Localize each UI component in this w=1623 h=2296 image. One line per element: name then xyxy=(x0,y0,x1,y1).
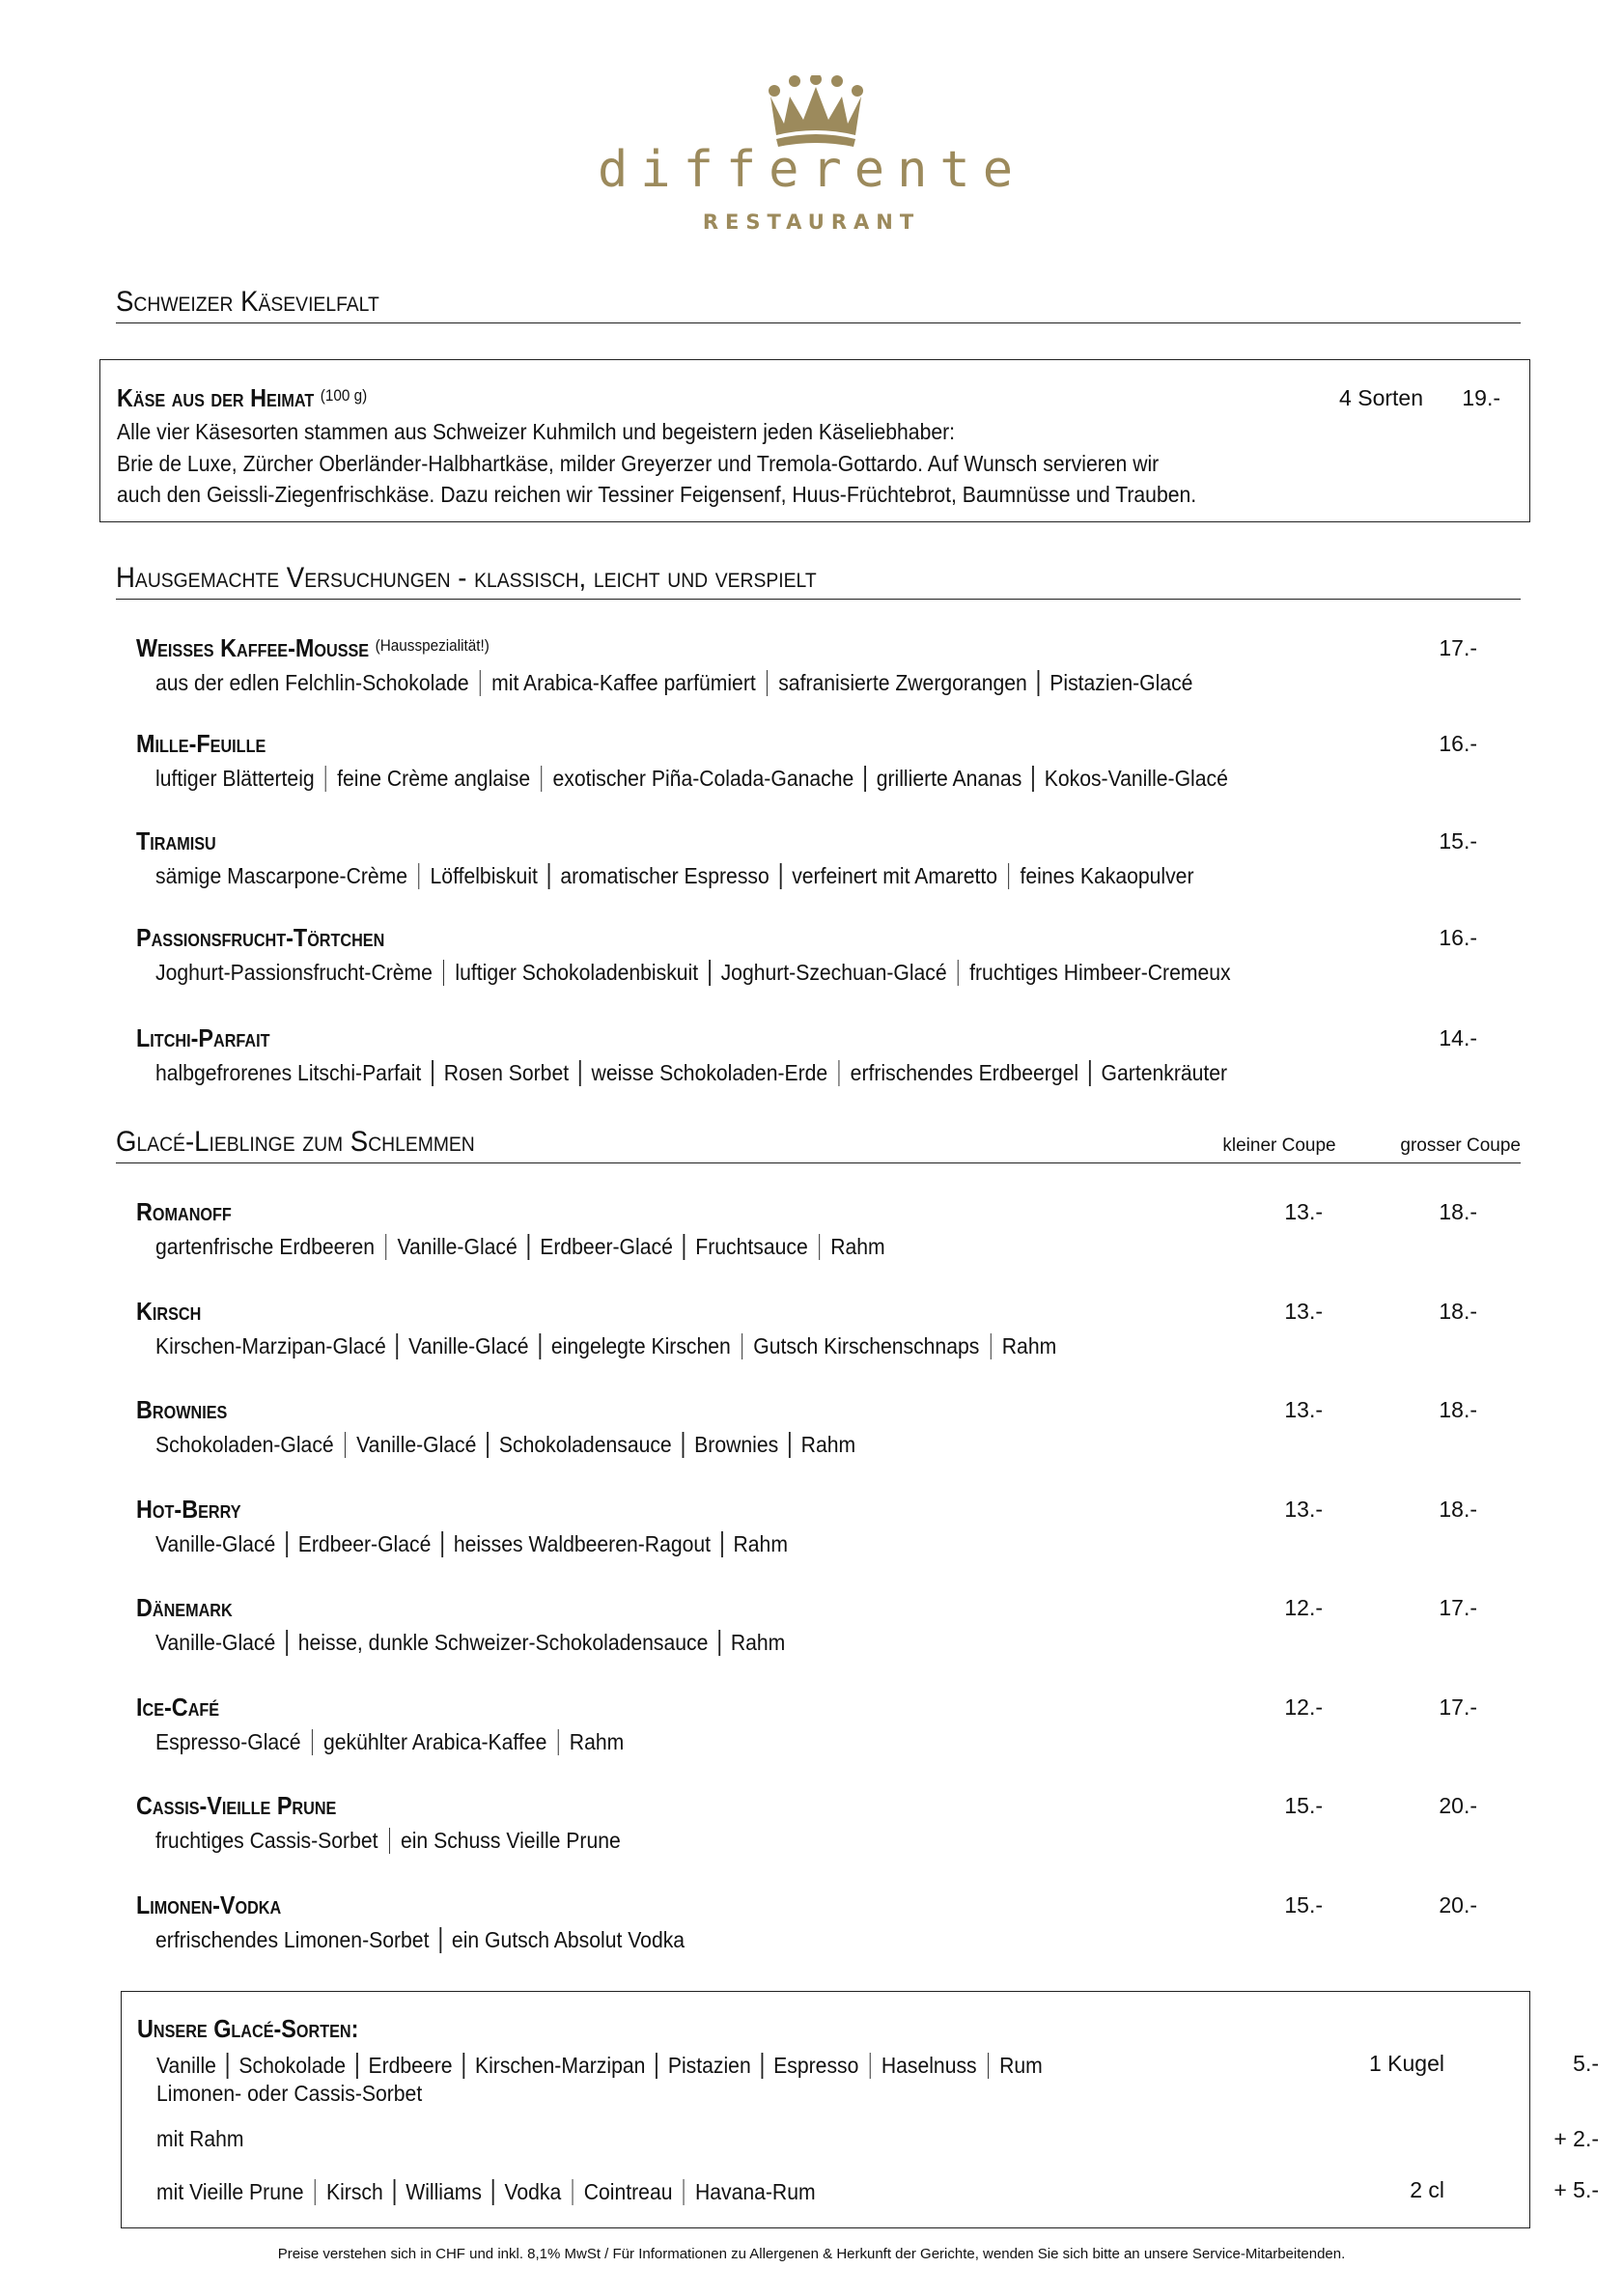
dessert-name: Tiramisu xyxy=(136,826,216,855)
description-part: aromatischer Espresso xyxy=(560,863,770,888)
separator xyxy=(990,1333,991,1359)
dessert-price: 14.- xyxy=(1439,1025,1477,1050)
separator xyxy=(389,1828,390,1854)
glace-price-small: 15.- xyxy=(1284,1793,1323,1818)
description-part: Löffelbiskuit xyxy=(430,863,538,888)
description-part: Rosen Sorbet xyxy=(443,1060,570,1085)
dessert-description xyxy=(155,863,1193,889)
separator xyxy=(762,2053,763,2079)
description-part: Pistazien xyxy=(667,2053,751,2078)
description-part: erfrischendes Erdbeergel xyxy=(850,1060,1079,1085)
description-part: luftiger Schokoladenbiskuit xyxy=(455,960,699,985)
spirits-unit: 2 cl xyxy=(1410,2177,1444,2202)
glace-price-small: 13.- xyxy=(1284,1397,1323,1422)
separator xyxy=(789,1432,790,1458)
sorts-price: 5.- xyxy=(1573,2051,1599,2076)
dessert-name: Weisses Kaffee-Mousse $^{(Hausspezialität!)}$ xyxy=(136,633,490,662)
description-part: Kirsch xyxy=(325,2179,383,2204)
separator xyxy=(1032,766,1033,792)
dessert-price: 16.- xyxy=(1439,925,1477,950)
description-part: Schokoladensauce xyxy=(498,1432,672,1457)
separator xyxy=(385,1234,386,1260)
description-part: Fruchtsauce xyxy=(695,1234,808,1259)
item-quantity: 4 Sorten xyxy=(1339,385,1423,410)
dessert-price: 17.- xyxy=(1439,635,1477,660)
separator xyxy=(227,2053,228,2079)
separator xyxy=(528,1234,529,1260)
glace-price-small: 13.- xyxy=(1284,1199,1323,1224)
description-part: gekühlter Arabica-Kaffee xyxy=(322,1728,547,1754)
glace-price-large: 20.- xyxy=(1439,1793,1477,1818)
description-part: Rahm xyxy=(569,1728,625,1754)
description-part: mit Vieille Prune xyxy=(156,2179,304,2204)
description-part: Kokos-Vanille-Glacé xyxy=(1044,766,1228,791)
glace-price-large: 17.- xyxy=(1439,1694,1477,1720)
separator xyxy=(440,1927,441,1953)
description-part: Rahm xyxy=(830,1234,885,1259)
price-footnote: Preise verstehen sich in CHF und inkl. 8,1% MwSt / Für Informationen zu Allergenen & Herkunft der Gerichte, wenden Sie sich bitte an unsere Service-Mitarbeitenden. xyxy=(277,2246,1346,2262)
item-name: Käse aus der Heimat $^{(100 g)}$ xyxy=(117,383,368,412)
description-part: fruchtiges Himbeer-Cremeux xyxy=(969,960,1231,985)
item-price: 19.- xyxy=(1462,385,1500,410)
description-part: heisse, dunkle Schweizer-Schokoladensauce xyxy=(297,1630,709,1655)
separator xyxy=(579,1060,580,1086)
glace-description xyxy=(155,1729,624,1755)
flavor-list-line2: Limonen- oder Cassis-Sorbet xyxy=(156,2081,423,2106)
dessert-name: Passionsfrucht-Törtchen xyxy=(136,923,385,952)
glace-description xyxy=(155,1630,785,1656)
glace-price-large: 18.- xyxy=(1439,1397,1477,1422)
separator xyxy=(709,960,710,986)
sorts-title: Unsere Glacé-Sorten: xyxy=(137,2014,359,2043)
section-title: Hausgemachte Versuchungen - klassisch, leicht und verspielt xyxy=(116,562,817,594)
description-part: Rum xyxy=(999,2053,1043,2078)
glace-price-large: 18.- xyxy=(1439,1199,1477,1224)
description-part: Vanille-Glacé xyxy=(155,1530,276,1556)
description-part: Erdbeere xyxy=(368,2053,453,2078)
separator xyxy=(418,863,419,889)
description-part: Espresso xyxy=(773,2053,859,2078)
glace-name: Romanoff xyxy=(136,1197,232,1226)
separator xyxy=(988,2053,989,2079)
glace-description xyxy=(155,1531,788,1557)
description-part: grillierte Ananas xyxy=(876,766,1022,791)
flavor-list xyxy=(156,2053,1043,2079)
separator xyxy=(541,766,542,792)
description-part: Kirschen-Marzipan xyxy=(474,2053,646,2078)
description-part: Brownies xyxy=(694,1432,779,1457)
glace-name: Hot-Berry xyxy=(136,1494,241,1524)
description-part: Rahm xyxy=(1001,1332,1057,1358)
separator xyxy=(345,1432,346,1458)
separator xyxy=(958,960,959,986)
rahm-price: + 2.- xyxy=(1553,2126,1599,2151)
section-title: Glacé-Lieblinge zum Schlemmen xyxy=(116,1126,475,1158)
item-description: Alle vier Käsesorten stammen aus Schweizer Kuhmilch und begeistern jeden Käseliebhaber: Brie de Luxe, Zürcher Oberländer-Halbhartkäse, milder Greyerzer und Tremola-Gottardo. Auf Wunsch servieren wir auch den Geissli-Ziegenfrischkäse. Dazu reichen wir Tessiner Feigensenf, Huus-Früchtebrot, Baumnüsse und Trauben. xyxy=(117,419,1197,508)
description-part: Vanille-Glacé xyxy=(155,1630,276,1655)
description-part: exotischer Piña-Colada-Ganache xyxy=(552,766,854,791)
sorts-unit: 1 Kugel xyxy=(1368,2051,1444,2076)
spirits-price: + 5.- xyxy=(1553,2177,1599,2202)
glace-price-small: 15.- xyxy=(1284,1891,1323,1918)
cheese-box xyxy=(99,359,1530,522)
glace-price-large: 17.- xyxy=(1439,1595,1477,1620)
separator xyxy=(656,2053,657,2079)
glace-description xyxy=(155,1432,855,1458)
description-part: ein Gutsch Absolut Vodka xyxy=(451,1926,686,1952)
description-part: Pistazien-Glacé xyxy=(1049,670,1193,695)
description-part: Erdbeer-Glacé xyxy=(540,1234,673,1259)
separator xyxy=(718,1630,719,1656)
description-part: Espresso-Glacé xyxy=(155,1728,301,1754)
spirits-list xyxy=(156,2179,816,2205)
separator xyxy=(767,670,768,696)
description-part: halbgefrorenes Litschi-Parfait xyxy=(155,1060,422,1085)
glace-price-large: 18.- xyxy=(1439,1298,1477,1324)
section-header-glace xyxy=(116,1128,1521,1163)
description-part: luftiger Blätterteig xyxy=(155,766,315,791)
separator xyxy=(1038,670,1039,696)
column-headers xyxy=(1202,1135,1521,1157)
separator xyxy=(540,1333,541,1359)
glace-description xyxy=(155,1828,621,1854)
separator xyxy=(869,2053,870,2079)
separator xyxy=(487,1432,488,1458)
glace-price-large: 20.- xyxy=(1439,1891,1477,1918)
separator xyxy=(780,863,781,889)
glace-description xyxy=(155,1234,885,1260)
description-part: Vanille xyxy=(156,2053,216,2078)
separator xyxy=(441,1531,442,1557)
description-part: Vanille-Glacé xyxy=(397,1234,518,1259)
section-header-cheese xyxy=(116,288,1521,323)
description-part: feines Kakaopulver xyxy=(1020,863,1194,888)
description-part: Vanille-Glacé xyxy=(356,1432,477,1457)
separator xyxy=(286,1630,287,1656)
glace-price-small: 12.- xyxy=(1284,1595,1323,1620)
separator xyxy=(548,863,549,889)
separator xyxy=(684,2179,685,2205)
separator xyxy=(819,1234,820,1260)
separator xyxy=(838,1060,839,1086)
dessert-description xyxy=(155,1060,1227,1086)
column-large-coupe: grosser Coupe xyxy=(1400,1135,1521,1156)
description-part: Rahm xyxy=(733,1530,788,1556)
glace-name: Kirsch xyxy=(136,1296,202,1326)
logo-wordmark: differente xyxy=(597,141,1026,199)
separator xyxy=(325,766,326,792)
separator xyxy=(397,1333,398,1359)
description-part: ein Schuss Vieille Prune xyxy=(400,1828,621,1853)
description-part: mit Arabica-Kaffee parfümiert xyxy=(491,670,756,695)
dessert-description xyxy=(155,670,1192,696)
section-title: Schweizer Käsevielfalt xyxy=(116,286,379,318)
description-part: Rahm xyxy=(730,1630,786,1655)
description-part: Gutsch Kirschenschnaps xyxy=(753,1332,980,1358)
description-part: fruchtiges Cassis-Sorbet xyxy=(155,1828,378,1853)
separator xyxy=(1008,863,1009,889)
glace-name: Dänemark xyxy=(136,1593,233,1622)
description-part: Vodka xyxy=(504,2179,562,2204)
dessert-price: 16.- xyxy=(1439,731,1477,756)
description-part: feine Crème anglaise xyxy=(337,766,531,791)
description-part: safranisierte Zwergorangen xyxy=(778,670,1027,695)
description-part: eingelegte Kirschen xyxy=(550,1332,731,1358)
description-part: erfrischendes Limonen-Sorbet xyxy=(155,1926,430,1952)
separator xyxy=(312,1729,313,1755)
logo-subtitle: RESTAURANT xyxy=(702,210,921,234)
separator xyxy=(1089,1060,1090,1086)
glace-name: Ice-Café xyxy=(136,1692,220,1722)
description-part: sämige Mascarpone-Crème xyxy=(155,863,408,888)
separator xyxy=(356,2053,357,2079)
description-part: verfeinert mit Amaretto xyxy=(792,863,998,888)
separator xyxy=(432,1060,433,1086)
description-part: gartenfrische Erdbeeren xyxy=(155,1234,376,1259)
separator xyxy=(864,766,865,792)
description-part: Rahm xyxy=(800,1432,856,1457)
glace-name: Limonen-Vodka xyxy=(136,1890,282,1919)
separator xyxy=(394,2179,395,2205)
glace-price-large: 18.- xyxy=(1439,1496,1477,1522)
separator xyxy=(683,1432,684,1458)
description-part: Gartenkräuter xyxy=(1101,1060,1228,1085)
separator xyxy=(557,1729,558,1755)
separator xyxy=(721,1531,722,1557)
separator xyxy=(684,1234,685,1260)
separator xyxy=(463,2053,464,2079)
description-part: Vanille-Glacé xyxy=(408,1332,529,1358)
description-part: Joghurt-Szechuan-Glacé xyxy=(720,960,947,985)
description-part: heisses Waldbeeren-Ragout xyxy=(453,1530,712,1556)
glace-sorts-box xyxy=(121,1991,1599,2228)
dessert-name: Litchi-Parfait xyxy=(136,1023,270,1052)
glace-description xyxy=(155,1333,1056,1359)
column-small-coupe: kleiner Coupe xyxy=(1222,1135,1336,1156)
description-part: Haselnuss xyxy=(881,2053,977,2078)
separator xyxy=(286,1531,287,1557)
separator xyxy=(443,960,444,986)
glace-name: Brownies xyxy=(136,1395,228,1424)
description-part: Erdbeer-Glacé xyxy=(297,1530,432,1556)
glace-price-small: 13.- xyxy=(1284,1496,1323,1522)
description-part: Kirschen-Marzipan-Glacé xyxy=(155,1332,386,1358)
description-part: Joghurt-Passionsfrucht-Crème xyxy=(155,960,433,985)
description-part: weisse Schokoladen-Erde xyxy=(591,1060,828,1085)
dessert-price: 15.- xyxy=(1439,828,1477,854)
separator xyxy=(492,2179,493,2205)
description-part: Williams xyxy=(406,2179,482,2204)
glace-price-small: 12.- xyxy=(1284,1694,1323,1720)
description-part: aus der edlen Felchlin-Schokolade xyxy=(155,670,469,695)
description-part: Schokoladen-Glacé xyxy=(155,1432,334,1457)
description-part: Cointreau xyxy=(583,2179,673,2204)
description-part: Havana-Rum xyxy=(694,2179,816,2204)
rahm-label: mit Rahm xyxy=(156,2126,244,2151)
dessert-name: Mille-Feuille xyxy=(136,729,266,758)
glace-name: Cassis-Vieille Prune xyxy=(136,1791,337,1820)
section-header-desserts xyxy=(116,564,1521,600)
description-part: Schokolade xyxy=(238,2053,347,2078)
separator xyxy=(315,2179,316,2205)
dessert-description xyxy=(155,766,1228,792)
separator xyxy=(572,2179,573,2205)
dessert-description xyxy=(155,960,1231,986)
glace-price-small: 13.- xyxy=(1284,1298,1323,1324)
separator xyxy=(480,670,481,696)
glace-description xyxy=(155,1927,685,1953)
